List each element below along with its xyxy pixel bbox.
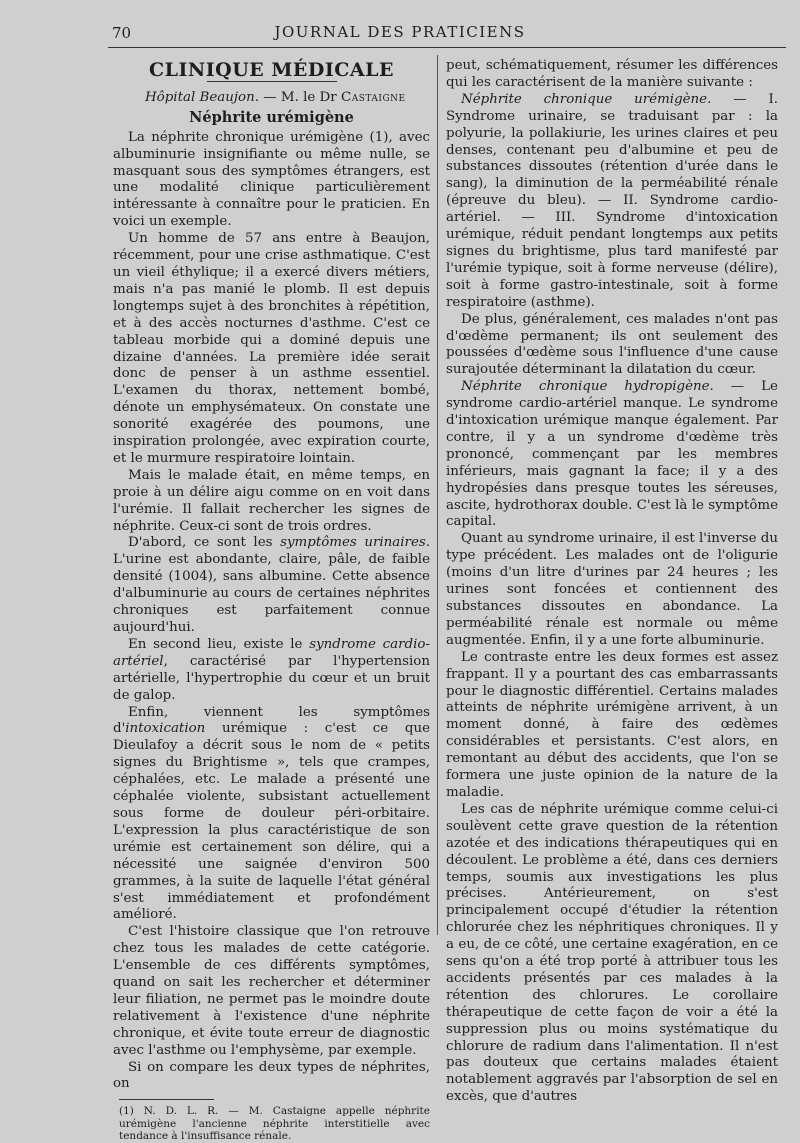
- paragraph: [446, 92, 778, 312]
- hospital-name: Hôpital Beaujon.: [145, 89, 259, 105]
- hospital-separator: — M. le Dr: [258, 89, 341, 105]
- paragraph: Les cas de néphrite urémique comme celui-ci soulèvent cette grave question de la rétention azotée et des indications thérapeutiques qui en découlent. Le problème a été, dans ces derniers temps, soumis aux investigations les plus précises. Antérieurement, on s'est principalement occupé d'étudier la rétention chlorurée chez les néphritiques chroniques. Il y a eu, de ce côté, une certaine exagération, en ce sens qu'on a été trop porté à attribuer tous les accidents présentés par ces malades à la rétention des chlorures. Le corollaire thérapeutique de cette façon de voir a été la suppression plus ou moins systématique du chlorure de radium dans l'alimentation. Il n'est pas douteux que certains malades étaient notablement aggravés par l'absorption de sel en excès, que d'autres: [446, 801, 778, 1105]
- paragraph: La néphrite chronique urémigène (1), avec albuminurie insignifiante ou même nulle, se masquant sous des symptômes étrangers, est une modalité clinique particulièrement intéressante à connaître pour le praticien. En voici un exemple.: [113, 129, 430, 230]
- column-divider: [437, 55, 438, 935]
- footnote-rule: [119, 1099, 214, 1100]
- title-rule: [207, 81, 337, 82]
- text-run: — I. Syndrome urinaire, se traduisant par : la polyurie, la pollakiurie, les urines claires et peu denses, contenant peu d'albumine et peu de substances dissoutes (rétention d'urée dans le sang), la diminution de la perméabilité rénale (épreuve du bleu). — II. Syndrome cardio-artériel. — III. Syndrome d'intoxication urémique, réduit pendant longtemps aux petits signes du brightisme, plus tard manifesté par l'urémie typique, soit à forme nerveuse (délire), soit à forme gastro-intestinale, soit à forme respiratoire (asthme).: [446, 91, 779, 310]
- left-column: [113, 58, 430, 1143]
- italic-heading: Néphrite chronique hydropigène.: [461, 379, 714, 395]
- hospital-line: [113, 90, 430, 107]
- italic-term: intoxication: [125, 721, 206, 737]
- paragraph: C'est l'histoire classique que l'on retrouve chez tous les malades de cette catégorie. L'ensemble de ces différents symptômes, quand on sait les rechercher et déterminer leur filiation, ne permet pas le moindre doute relativement à l'existence d'une néphrite chronique, et évite toute erreur de diagnostic avec l'asthme ou l'emphysème, par exemple.: [113, 924, 430, 1058]
- text-run: D'abord, ce sont les: [128, 535, 281, 551]
- paragraph: [113, 535, 430, 636]
- text-run: En second lieu, existe le: [128, 636, 310, 652]
- text-run: — Le syndrome cardio-artériel manque. Le syndrome d'intoxication urémique manque également. Par contre, il y a un syndrome d'œdème très prononcé, commençant par les membres inférieurs, mais gagnant la face; il y a des hydropésies dans presque toutes les séreuses, ascite, hydrothorax double. C'est là le symptôme capital.: [446, 379, 778, 530]
- paragraph: Le contraste entre les deux formes est assez frappant. Il y a pourtant des cas embarrassants pour le diagnostic différentiel. Certains malades atteints de néphrite urémigène arrivent, à un moment donné, à faire des œdèmes considérables et persistants. C'est alors, en remontant au début des accidents, que l'on se formera une juste opinion de la nature de la maladie.: [446, 649, 778, 800]
- case-title: Néphrite urémigène: [189, 108, 354, 126]
- italic-term: symptômes urinaires: [280, 535, 426, 551]
- paragraph: [113, 705, 430, 925]
- header-rule: [108, 47, 786, 48]
- section-title: CLINIQUE MÉDICALE: [149, 59, 394, 81]
- paragraph: Si on compare les deux types de néphrites, on: [113, 1059, 430, 1092]
- text-run: . L'urine est abondante, claire, pâle, de faible densité (1004), sans albumine. Cette absence d'albuminurie au cours de certaines néphrites chroniques est parfaitement connue aujourd'hui.: [113, 535, 431, 635]
- text-run: urémique : c'est ce que Dieulafoy a décrit sous le nom de « petits signes du Brightisme », tels que crampes, céphalées, etc. Le malade a présenté une céphalée violente, subsistant actuellement sous forme de douleur péri-orbitaire. L'expression la plus caractéristique de son urémie est certainement son délire, qui a nécessité une saignée d'environ 500 grammes, à la suite de laquelle l'état général s'est immédiatement et profondément amélioré.: [113, 721, 430, 923]
- paragraph: Mais le malade était, en même temps, en proie à un délire aigu comme on en voit dans l'urémie. Il fallait rechercher les signes de néphrite. Ceux-ci sont de trois ordres.: [113, 467, 430, 534]
- running-title: JOURNAL DES PRATICIENS: [274, 23, 526, 41]
- page-number: 70: [112, 24, 132, 42]
- paragraph: De plus, généralement, ces malades n'ont pas d'œdème permanent; ils ont seulement des poussées d'œdème sous l'influence d'une cause surajoutée déterminant la dilatation du cœur.: [446, 311, 778, 378]
- footnote: (1) N. D. L. R. — M. Castaigne appelle néphrite urémigène l'ancienne néphrite interstitielle avec tendance à l'insuffisance rénale.: [119, 1105, 430, 1143]
- text-run: , caractérisé par l'hypertension artérielle, l'hypertrophie du cœur et un bruit de galop.: [113, 653, 430, 703]
- italic-term: syndrome cardio-artériel: [113, 636, 430, 669]
- text-run: Enfin, viennent les symptômes d': [113, 704, 430, 737]
- italic-heading: Néphrite chronique urémigène.: [461, 91, 712, 107]
- right-column: [446, 58, 778, 1106]
- paragraph: peut, schématiquement, résumer les différences qui les caractérisent de la manière suivante :: [446, 58, 778, 90]
- paragraph: Quant au syndrome urinaire, il est l'inverse du type précédent. Les malades ont de l'oligurie (moins d'un litre d'urines par 24 heures ; les urines sont foncées et contiennent des substances dissoutes en abondance. La perméabilité rénale est normale ou même augmentée. Enfin, il y a une forte albuminurie.: [446, 531, 778, 648]
- doctor-name: Castaigne: [340, 89, 406, 105]
- paragraph: [113, 637, 430, 705]
- paragraph: [446, 379, 778, 531]
- paragraph: Un homme de 57 ans entre à Beaujon, récemment, pour une crise asthmatique. C'est un vieil éthylique; il a exercé divers métiers, mais n'a pas manié le plomb. Il est depuis longtemps sujet à des bronchites à répétition, et à des accès nocturnes d'asthme. C'est ce tableau morbide qui a dominé depuis une dizaine d'années. La première idée serait donc de penser à un asthme essentiel. L'examen du thorax, nettement bombé, dénote un emphysémateux. On constate une sonorité exagérée des poumons, une inspiration prolongée, avec expiration courte, et le murmure respiratoire lointain.: [113, 231, 430, 466]
